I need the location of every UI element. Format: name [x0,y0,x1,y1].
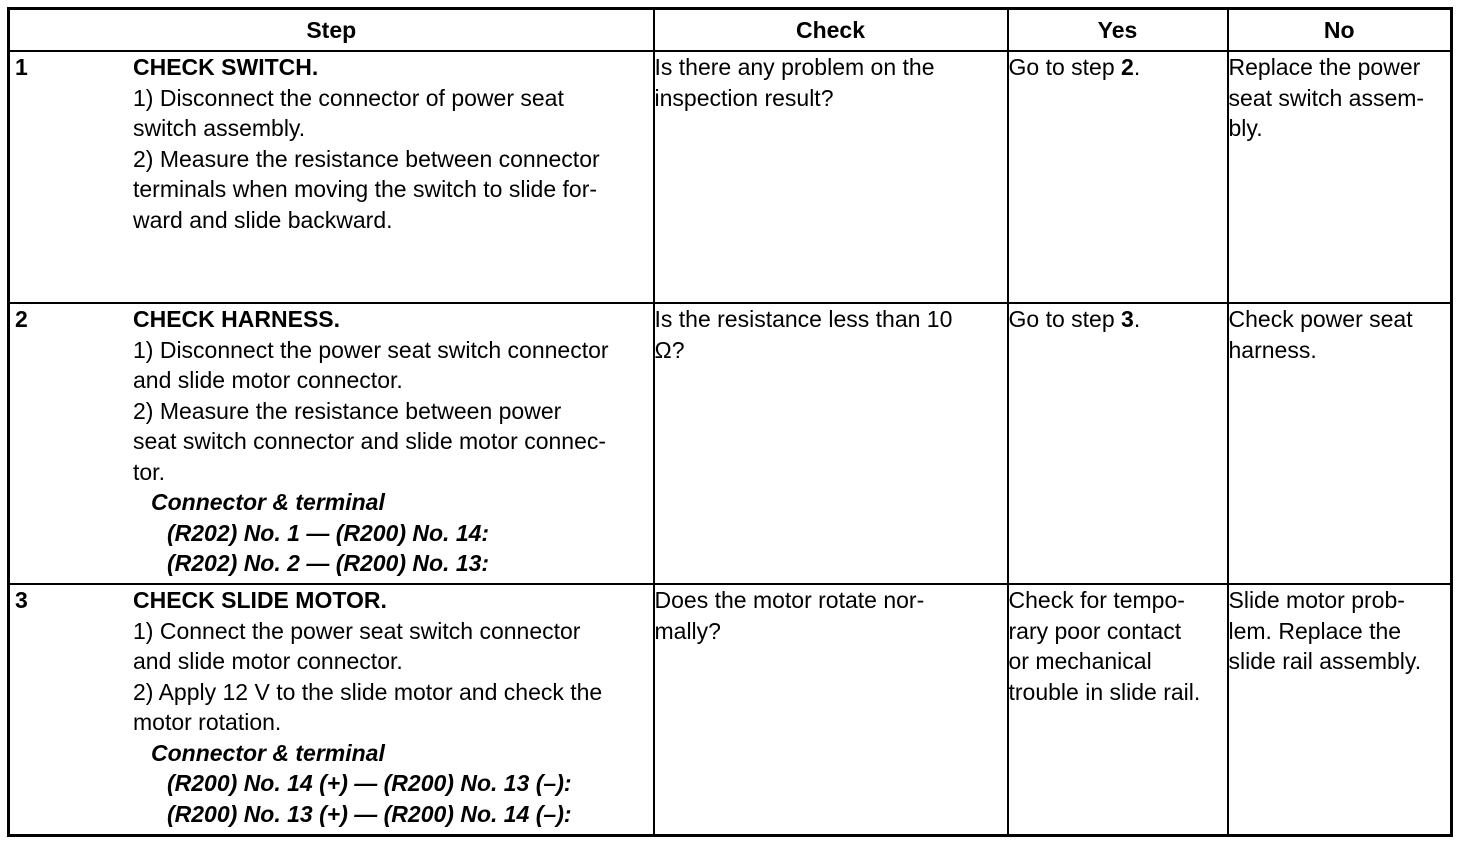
table-row [9,303,1452,584]
step-title: CHECK HARNESS. [133,306,341,332]
no-line: Replace the power [1228,54,1421,80]
instruction-line: tor. [133,458,165,485]
header-no: No [1228,9,1452,52]
yes-cell [1008,303,1228,584]
step-number: 3 [15,587,28,613]
instruction-line: ward and slide backward. [133,206,393,233]
check-line: Does the motor rotate nor- [654,587,925,613]
header-step: Step [9,9,654,52]
no-cell [1228,584,1452,836]
yes-suffix: . [1133,54,1141,80]
yes-text: Go to step [1008,54,1122,80]
header-check: Check [654,9,1008,52]
check-cell [654,303,1008,584]
connector-terminal-line: (R200) No. 14 (+) — (R200) No. 13 (–): [167,770,572,796]
yes-line: Check for tempo- [1008,587,1185,613]
no-cell [1228,303,1452,584]
no-line: Slide motor prob- [1228,587,1405,613]
header-yes: Yes [1008,9,1228,52]
yes-text: Go to step [1008,306,1122,332]
step-cell [9,303,654,584]
yes-suffix: . [1133,306,1141,332]
step-number: 2 [15,306,28,332]
no-line: lem. Replace the [1228,617,1402,644]
instruction-line: 1) Disconnect the power seat switch connector [133,336,609,363]
no-line: seat switch assem- [1228,84,1425,111]
no-line: Check power seat [1228,306,1413,332]
table-row [9,51,1452,303]
instruction-line: 2) Apply 12 V to the slide motor and check the [133,678,603,705]
check-line: Ω? [654,336,685,363]
step-body [10,304,653,579]
step-number: 1 [15,54,28,80]
check-cell [654,51,1008,303]
step-body [10,52,653,235]
diagnostic-table [7,7,1453,837]
step-title: CHECK SWITCH. [133,54,319,80]
instruction-line: seat switch connector and slide motor connec- [133,428,607,454]
connector-terminal-line: (R202) No. 2 — (R200) No. 13: [167,550,490,576]
instruction-line: 1) Connect the power seat switch connector [133,617,581,644]
instruction-line: 1) Disconnect the connector of power seat [133,84,564,111]
instruction-line: switch assembly. [133,115,306,141]
step-reference: 3 [1121,306,1134,332]
instruction-line: and slide motor connector. [133,648,403,674]
connector-terminal-line: (R200) No. 13 (+) — (R200) No. 14 (–): [167,800,572,827]
instruction-line: 2) Measure the resistance between power [133,397,562,424]
yes-line: rary poor contact [1008,617,1182,644]
check-line: inspection result? [654,84,834,111]
connector-terminal-label: Connector & terminal [151,739,385,766]
instruction-line: motor rotation. [133,709,282,735]
step-body [10,585,653,829]
no-line: bly. [1228,115,1263,141]
instruction-line: and slide motor connector. [133,367,403,393]
instruction-line: terminals when moving the switch to slide for- [133,176,598,202]
yes-line: or mechanical [1008,648,1152,674]
step-reference: 2 [1121,54,1134,80]
connector-terminal-line: (R202) No. 1 — (R200) No. 14: [167,519,490,546]
check-line: Is there any problem on the [654,54,935,80]
check-line: mally? [654,617,721,644]
connector-terminal-label: Connector & terminal [151,489,385,515]
no-line: harness. [1228,336,1317,363]
header-row [9,9,1452,52]
no-cell [1228,51,1452,303]
instruction-line: 2) Measure the resistance between connector [133,145,600,172]
step-cell [9,584,654,836]
step-cell [9,51,654,303]
check-line: Is the resistance less than 10 [654,306,953,332]
yes-line: trouble in slide rail. [1008,678,1201,705]
yes-cell [1008,584,1228,836]
no-line: slide rail assembly. [1228,648,1422,674]
yes-cell [1008,51,1228,303]
check-cell [654,584,1008,836]
step-title: CHECK SLIDE MOTOR. [133,587,387,613]
table-row [9,584,1452,836]
